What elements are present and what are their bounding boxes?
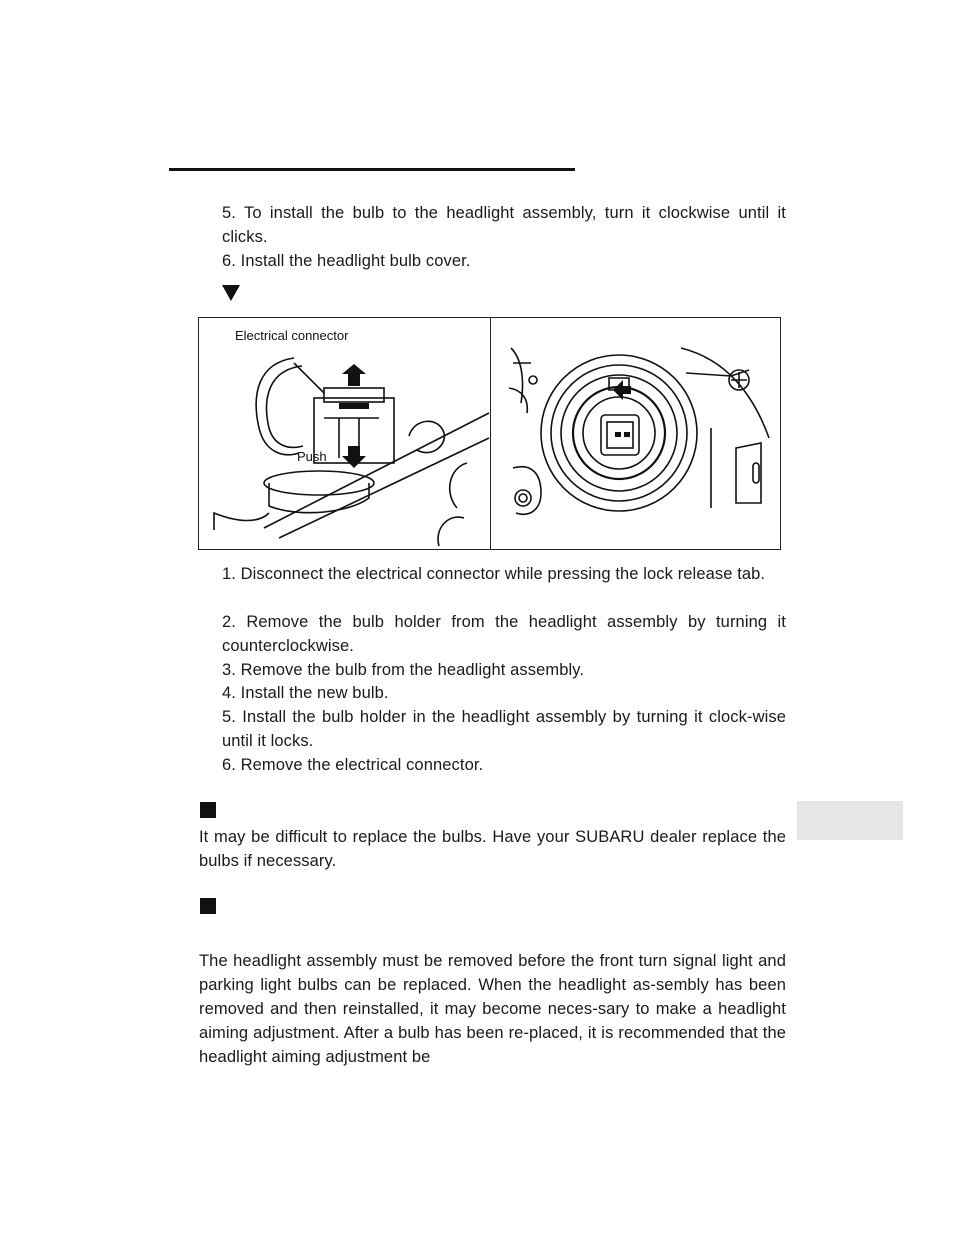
down-triangle-icon	[222, 285, 240, 301]
section-marker-icon	[200, 802, 216, 818]
replace-step-3: 3. Remove the bulb from the headlight assembly.	[222, 661, 585, 679]
connector-illustration	[199, 318, 491, 549]
section-marker-icon	[200, 898, 216, 914]
push-label: Push	[297, 449, 327, 464]
headlight-removal-note: The headlight assembly must be removed before the front turn signal light and parking light bulbs can be replaced. When the headlight as-sembly has been removed and then reinstalled, it may become neces-sary to make a headlight aiming adjustment. After a bulb has been re-placed, it is recommended that the headlight aiming adjustment be	[199, 952, 786, 1066]
replace-step-6: 6. Remove the electrical connector.	[222, 756, 484, 774]
replace-step-4: 4. Install the new bulb.	[222, 684, 389, 702]
chapter-tab	[797, 801, 903, 840]
install-step-6: 6. Install the headlight bulb cover.	[222, 252, 471, 270]
bulb-holder-drawing	[491, 318, 780, 549]
bulb-holder-illustration	[491, 318, 780, 549]
electrical-connector-label: Electrical connector	[235, 328, 349, 343]
connector-drawing	[199, 318, 490, 549]
headlight-figure	[198, 317, 781, 550]
replace-step-2: 2. Remove the bulb holder from the headlight assembly by turning it counterclockwise.	[222, 613, 786, 655]
dealer-note: It may be difficult to replace the bulbs. Have your SUBARU dealer replace the bulbs if necessary.	[199, 828, 786, 870]
replace-step-5: 5. Install the bulb holder in the headlight assembly by turning it clock-wise until it locks.	[222, 708, 786, 750]
install-step-5: 5. To install the bulb to the headlight assembly, turn it clockwise until it clicks.	[222, 204, 786, 246]
replace-step-1: 1. Disconnect the electrical connector while pressing the lock release tab.	[222, 565, 766, 583]
section-rule	[169, 168, 575, 171]
